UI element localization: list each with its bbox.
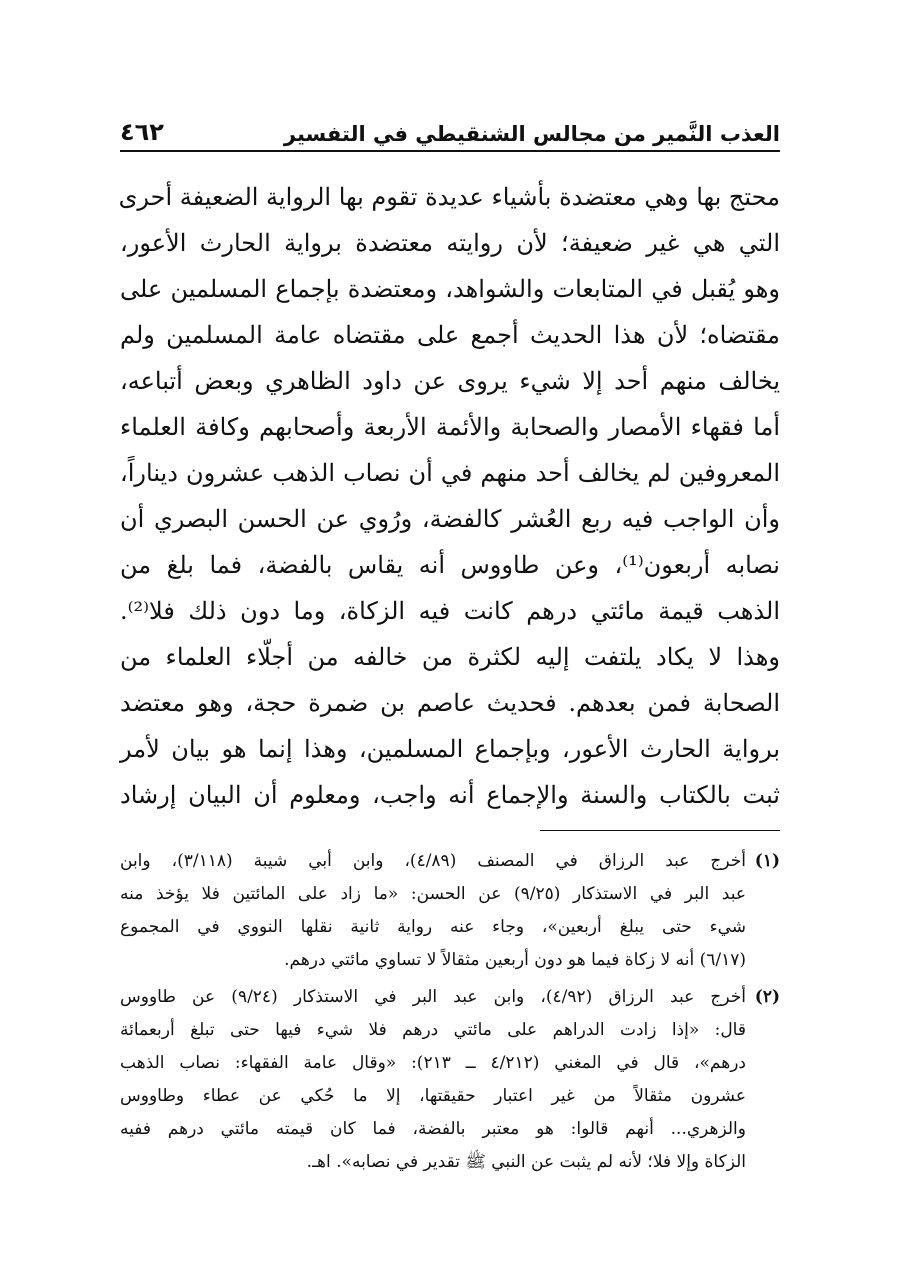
text-line: أما فقهاء الأمصار والصحابة والأئمة الأربعة وأصحابهم وكافة العلماء [120,413,780,441]
text-line: نصابه أربعون⁽¹⁾، وعن طاووس أنه يقاس بالفضة، فما بلغ من [120,551,780,579]
footnote-line: شيء حتى يبلغ أربعين»، وجاء عنه رواية ثانية نقلها النووي في المجموع [120,917,746,937]
footnote-line: والزهري... أنهم قالوا: هو معتبر بالفضة، فما كان قيمته مائتي درهم ففيه [120,1119,746,1139]
text-line: مقتضاه؛ لأن هذا الحديث أجمع على مقتضاه عامة المسلمين ولم [120,321,780,349]
text-line: يخالف منهم أحد إلا شيء يروى عن داود الظاهري وبعض أتباعه، [120,367,780,395]
footnote-line: الزكاة وإلا فلا؛ لأنه لم يثبت عن النبي ﷺ تقدير في نصابه». اهـ. [306,1152,746,1172]
main-text [120,174,780,818]
footnote-line: (٦/١٧) أنه لا زكاة فيما هو دون أربعين مثقالاً لا تساوي مائتي درهم. [284,950,746,970]
text-line: الصحابة فمن بعدهم. فحديث عاصم بن ضمرة حجة، وهو معتضد [120,689,780,717]
page-number: ٤٦٢ [120,118,164,146]
footnotes [120,845,780,1179]
text-line: وهذا لا يكاد يلتفت إليه لكثرة من خالفه من أجلّاء العلماء من [120,643,780,671]
footnote-separator [540,830,780,831]
book-title: العذب النَّمير من مجالس الشنقيطي في التفسير [283,122,780,146]
text-line: الذهب قيمة مائتي درهم كانت فيه الزكاة، وما دون ذلك فلا⁽²⁾. [120,597,781,625]
text-line: وهو يُقبل في المتابعات والشواهد، ومعتضدة بإجماع المسلمين على [120,275,780,303]
text-line: وأن الواجب فيه ربع العُشر كالفضة، ورُوي عن الحسن البصري أن [120,505,780,533]
footnote-line: عشرون مثقالاً من غير اعتبار حقيقتها، إلا ما حُكي عن عطاء وطاووس [120,1086,746,1106]
book-page [120,108,780,1179]
footnote-line: أخرج عبد الرزاق في المصنف (٤/٨٩)، وابن أبي شيبة (٣/١١٨)، وابن [120,851,746,871]
footnote-1 [120,845,780,977]
footnote-number: (٢) [754,987,780,1007]
text-line: ثبت بالكتاب والسنة والإجماع أنه واجب، ومعلوم أن البيان إرشاد [120,781,780,809]
footnote-line: درهم»، قال في المغني (٤/٢١٢ ــ ٢١٣): «وقال عامة الفقهاء: نصاب الذهب [120,1053,746,1073]
text-line: التي هي غير ضعيفة؛ لأن روايته معتضدة برواية الحارث الأعور، [120,229,780,257]
text-line: برواية الحارث الأعور، وبإجماع المسلمين، وهذا إنما هو بيان لأمر [120,735,780,763]
footnote-body [120,845,746,977]
footnote-2 [120,981,780,1179]
footnote-line: قال: «إذا زادت الدراهم على مائتي درهم فلا شيء فيها حتى تبلغ أربعمائة [120,1020,746,1040]
footnote-line: عبد البر في الاستذكار (٩/٢٥) عن الحسن: «ما زاد على المائتين فلا يؤخذ منه [120,884,746,904]
footnote-line: أخرج عبد الرزاق (٤/٩٢)، وابن عبد البر في الاستذكار (٩/٢٤) عن طاووس [120,987,746,1007]
text-line: المعروفين لم يخالف أحد منهم في أن نصاب الذهب عشرون ديناراً، [120,459,780,487]
footnote-body [120,981,746,1179]
page-header [120,108,780,152]
footnote-number: (١) [754,851,780,871]
text-line: محتج بها وهي معتضدة بأشياء عديدة تقوم بها الرواية الضعيفة أحرى [118,183,780,211]
